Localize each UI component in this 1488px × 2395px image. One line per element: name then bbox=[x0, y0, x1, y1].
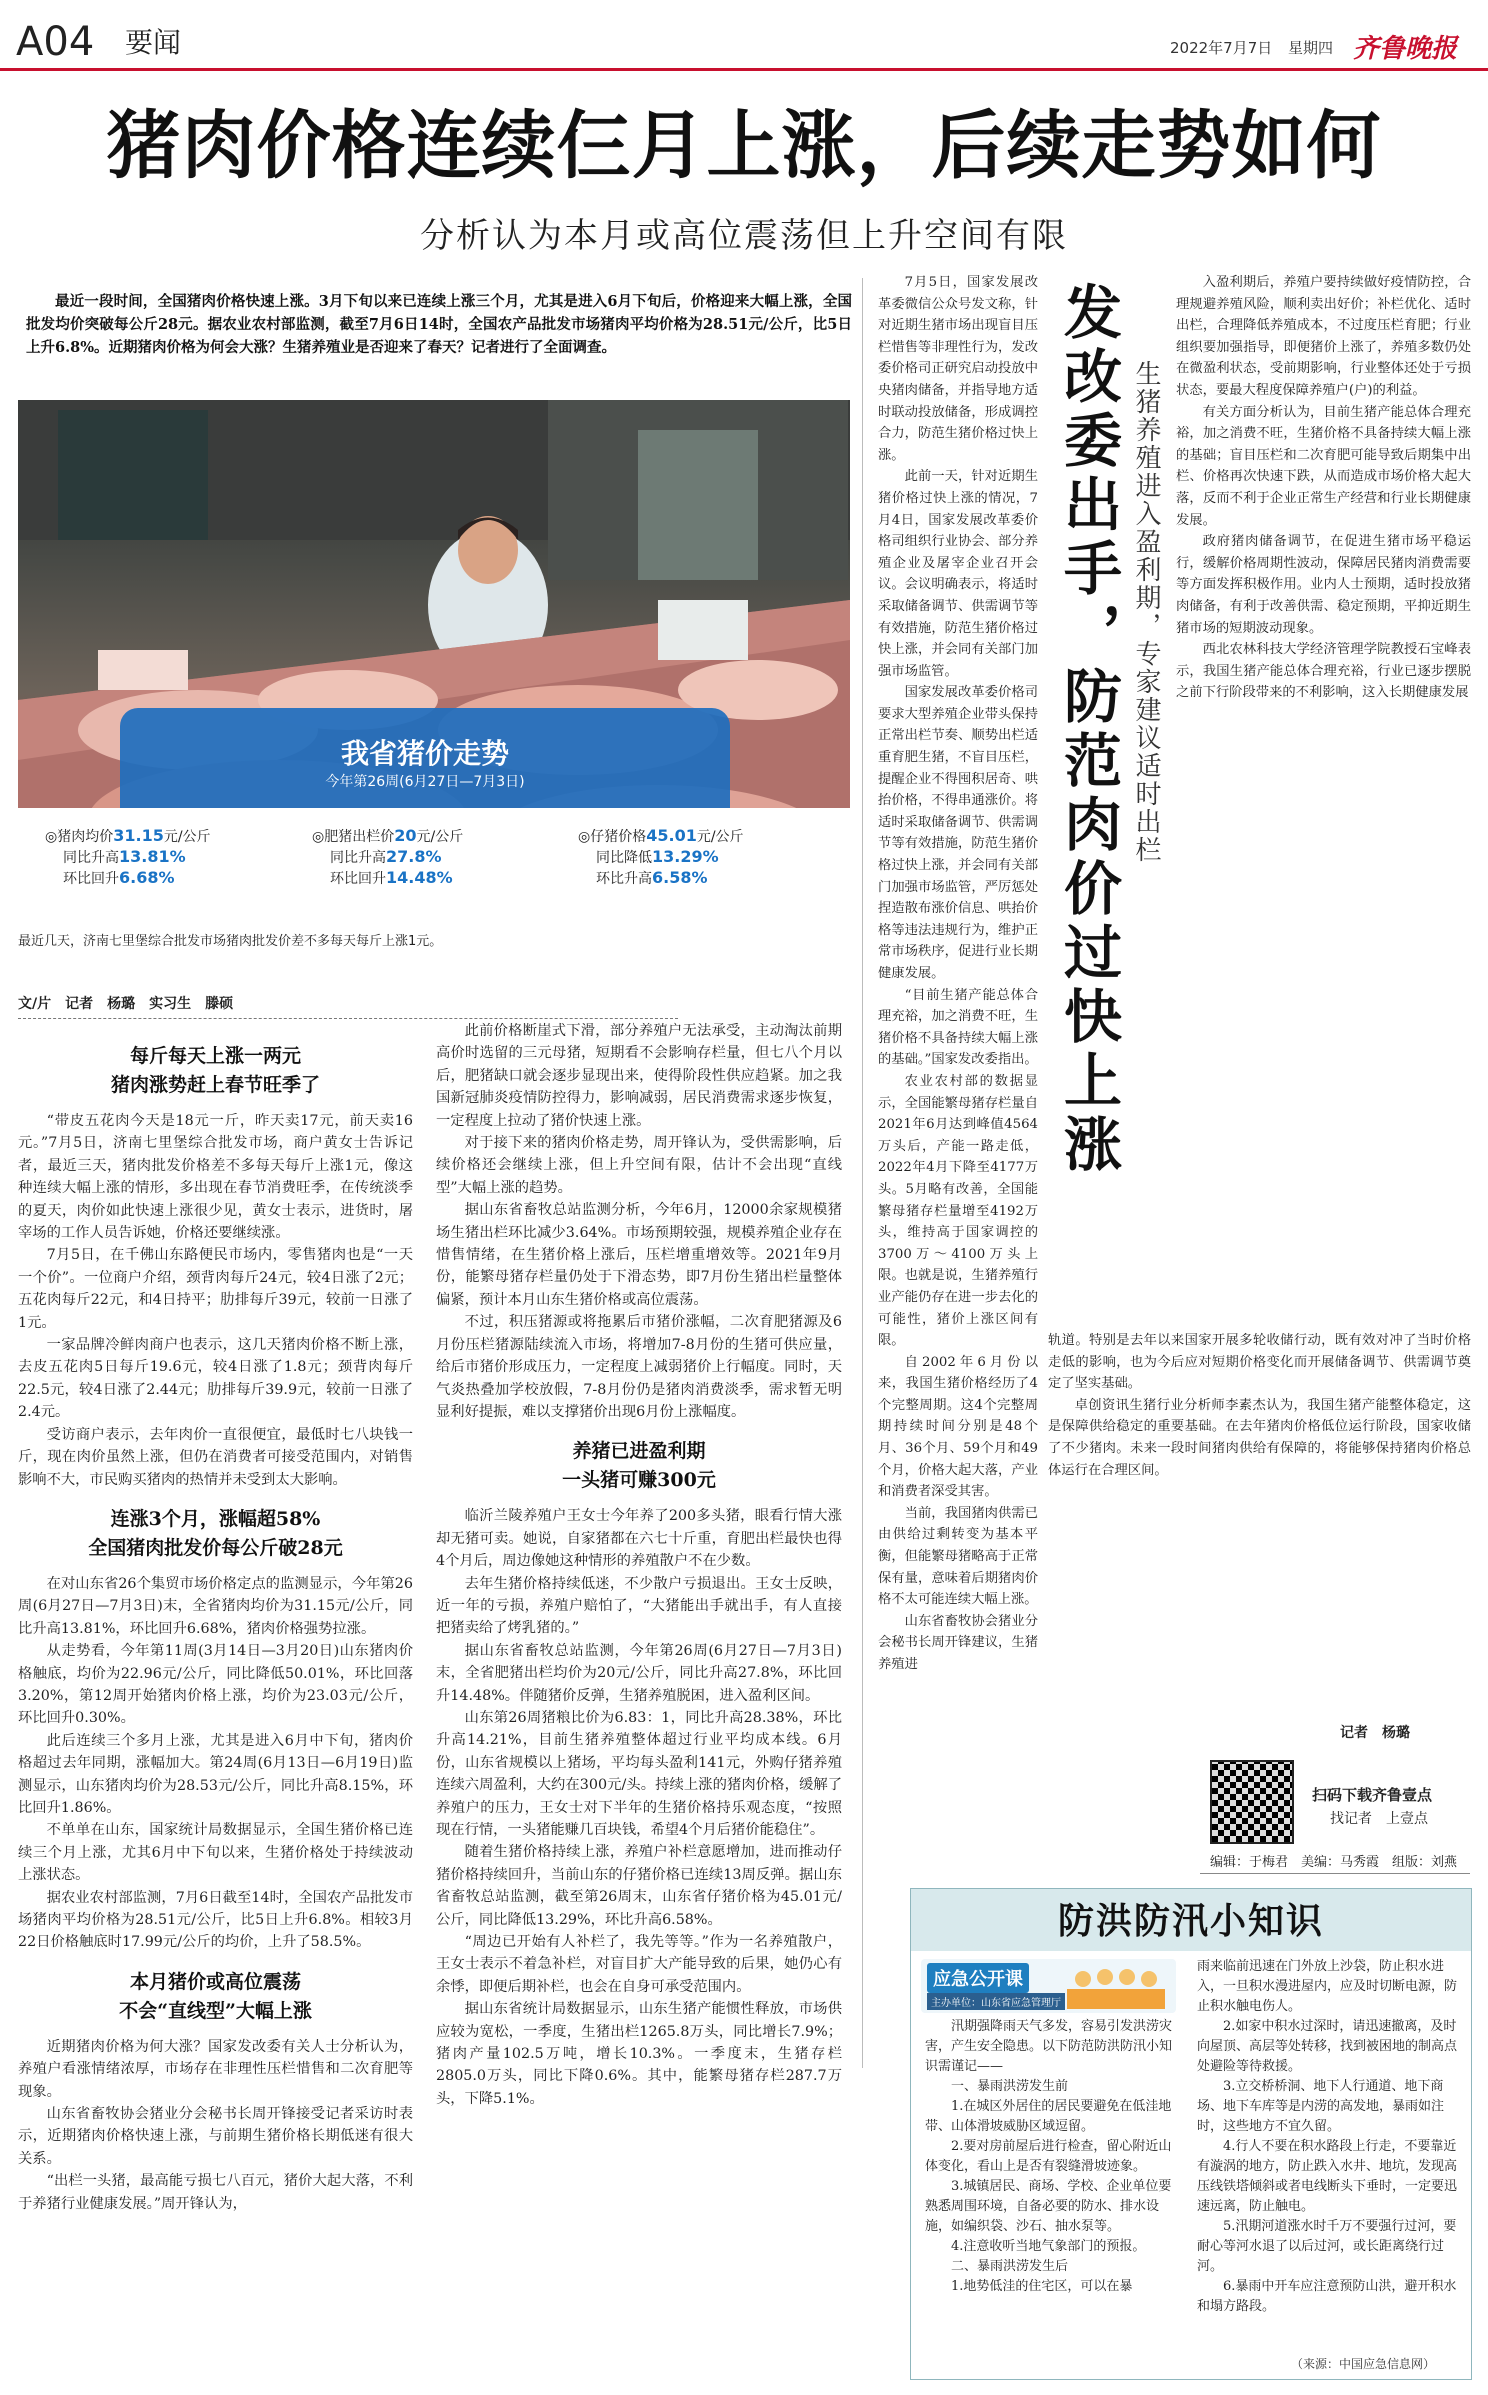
paragraph: “周边已开始有人补栏了，我先等等。”作为一名养殖散户，王女士表示不着急补栏，对盲目扩大产能导致的后果，她仍心有余悸，即便后期补栏，也会在自身可承受范围内。 bbox=[436, 1934, 842, 1995]
subhead-3-line-1: 本月猪价或高位震荡 bbox=[129, 1970, 301, 1993]
stat-label: 猪肉均价 bbox=[57, 829, 114, 845]
flood-badge-illustration bbox=[1061, 1961, 1171, 2011]
flood-text bbox=[1197, 1957, 1461, 2317]
stat-hog-price bbox=[312, 826, 552, 889]
paragraph: 据山东省畜牧总站监测分析，今年6月，12000余家规模猪场生猪出栏环比减少3.64%。市场预期较强，规模养殖企业存在惜售情绪，在生猪价格上涨后，压栏增重增效等。2021年9月份，能繁母猪存栏量仍处于下滑态势，即7月份生猪出栏量整体偏紧，预计本月山东生猪价格或高位震荡。 bbox=[436, 1202, 842, 1308]
stat-unit: 元/公斤 bbox=[416, 829, 464, 845]
sidebar-text bbox=[1048, 1330, 1471, 1481]
issue-date: 2022年7月7日 bbox=[1170, 39, 1273, 57]
subhead-2-line-1: 连涨3个月，涨幅超58% bbox=[110, 1507, 321, 1530]
stat-dot-icon: ◎ bbox=[578, 829, 591, 845]
credits-rule bbox=[1200, 1873, 1470, 1874]
photo-caption: 最近几天，济南七里堡综合批发市场猪肉批发价差不多每天每斤上涨1元。 bbox=[18, 934, 443, 949]
paragraph: 4.行人不要在积水路段上行走，不要靠近有漩涡的地方，防止跌入水井、地坑，发现高压线铁塔倾斜或者电线断头下垂时，一定要迅速远离，防止触电。 bbox=[1197, 2139, 1458, 2214]
paragraph: 5.汛期河道涨水时千万不要强行过河，要耐心等河水退了以后过河，或长距离绕行过河。 bbox=[1197, 2219, 1457, 2274]
paragraph: 对于接下来的猪肉价格走势，周开锋认为，受供需影响，后续价格还会继续上涨，但上升空间有限，估计不会出现“直线型”大幅上涨的趋势。 bbox=[436, 1135, 842, 1196]
stat-yoy: 13.29% bbox=[652, 847, 719, 866]
paper-logo: 齐鲁晚报 bbox=[1353, 34, 1458, 64]
stat-mom: 6.58% bbox=[652, 868, 708, 887]
subhead-2-line-2: 全国猪肉批发价每公斤破28元 bbox=[88, 1536, 343, 1559]
masthead bbox=[0, 0, 1488, 70]
issue-weekday: 星期四 bbox=[1288, 39, 1334, 57]
paragraph: 1.地势低洼的住宅区，可以在暴 bbox=[951, 2279, 1133, 2294]
stat-mom-label: 环比升高 bbox=[596, 871, 652, 887]
qr-note-line-1: 扫码下载齐鲁壹点 bbox=[1312, 1786, 1433, 1804]
column-2 bbox=[436, 1020, 842, 2388]
paragraph: 3.立交桥桥洞、地下人行通道、地下商场、地下车库等是内涝的高发地，暴雨如注时，这些地方不宜久留。 bbox=[1197, 2079, 1445, 2134]
sidebar-text bbox=[1176, 272, 1471, 704]
subhead-2 bbox=[18, 1505, 413, 1563]
paragraph: 一家品牌冷鲜肉商户也表示，这几天猪肉价格不断上涨，去皮五花肉5日每斤19.6元，较4日涨了1.8元；颈背肉每斤22.5元，较4日涨了2.44元；肋排每斤39.9元，较前一日涨了2.4元。 bbox=[18, 1337, 413, 1421]
flood-host: 主办单位：山东省应急管理厅 bbox=[927, 1993, 1065, 2010]
qr-code bbox=[1210, 1760, 1294, 1844]
paragraph: 据山东省统计局数据显示，山东生猪产能惯性释放，市场供应较为宽松，一季度，生猪出栏1265.8万头，同比增长7.9%；猪肉产量102.5万吨，增长10.3%。一季度末，生猪存栏2805.0万头，同比下降0.6%。其中，能繁母猪存栏287.7万头，下降5.1%。 bbox=[436, 2001, 842, 2107]
paragraph: 临沂兰陵养殖户王女士今年养了200多头猪，眼看行情大涨却无猪可卖。她说，自家猪都在六七十斤重，育肥出栏最快也得4个月后，周边像她这种情形的养殖散户不在少数。 bbox=[436, 1508, 842, 1570]
subhead-1-line-1: 每斤每天上涨一两元 bbox=[129, 1045, 301, 1067]
paragraph: 入盈利期后，养殖户要持续做好疫情防控，合理规避养殖风险，顺利卖出好价；补栏优化、适时出栏，合理降低养殖成本，不过度压栏育肥；行业组织要加强指导，即便猪价上涨了，养殖多数仍处在微盈利状态，受前期影响，行业整体还处于亏损状态，要最大程度保障养殖户(户)的利益。 bbox=[1176, 275, 1471, 398]
stat-mom-label: 环比回升 bbox=[330, 871, 386, 887]
sidebar-subheadline: 生猪养殖进入盈利期，专家建议适时出栏 bbox=[1131, 360, 1161, 864]
byline: 文/片 记者 杨璐 实习生 滕硕 bbox=[18, 996, 234, 1012]
paragraph: 一、暴雨洪涝发生前 bbox=[951, 2079, 1069, 2094]
paragraph: 不过，积压猪源或将拖累后市猪价涨幅，二次育肥猪源及6月份压栏猪源陆续流入市场，将增加7-8月份的生猪可供应量，给后市猪价形成压力，一定程度上减弱猪价上行幅度。同时，天气炎热叠加学校放假，7-8月份仍是猪肉消费淡季，需求暂无明显利好提振，难以支撑猪价出现6月份上涨幅度。 bbox=[436, 1314, 842, 1420]
paragraph: 此后连续三个多月上涨，尤其是进入6月中下旬，猪肉价格超过去年同期，涨幅加大。第24周(6月13日—6月19日)监测显示，山东猪肉均价为28.53元/公斤，同比升高8.15%，环比回升1.86%。 bbox=[18, 1732, 413, 1816]
stat-value: 45.01 bbox=[646, 826, 697, 845]
paragraph: 山东省畜牧协会猪业分会秘书长周开锋建议，生猪养殖进 bbox=[878, 1613, 1038, 1672]
column-1 bbox=[18, 1038, 413, 2388]
stat-value: 20 bbox=[394, 826, 417, 845]
stat-yoy: 13.81% bbox=[119, 847, 186, 866]
headline: 猪肉价格连续仨月上涨，后续走势如何 bbox=[106, 103, 1382, 189]
paragraph: 山东省畜牧协会猪业分会秘书长周开锋接受记者采访时表示，近期猪肉价格快速上涨，与前期生猪价格长期低迷有很大关系。 bbox=[18, 2106, 413, 2167]
stat-unit: 元/公斤 bbox=[163, 829, 211, 845]
paragraph: 在对山东省26个集贸市场价格定点的监测显示，今年第26周(6月27日—7月3日)末，全省猪肉均价为31.15元/公斤，同比升高13.81%，环比回升6.68%，猪肉价格强势拉涨。 bbox=[18, 1575, 413, 1637]
stat-label: 肥猪出栏价 bbox=[324, 829, 395, 845]
stat-piglet-price bbox=[578, 826, 818, 889]
stat-yoy-label: 同比升高 bbox=[63, 850, 119, 866]
subhead-1 bbox=[18, 1042, 413, 1100]
paragraph: 2.要对房前屋后进行检查，留心附近山体变化，看山上是否有裂缝滑坡迹象。 bbox=[925, 2139, 1172, 2174]
flood-box bbox=[910, 1888, 1472, 2380]
paragraph: 此前价格断崖式下滑，部分养殖户无法承受，主动淘汰前期高价时选留的三元母猪，短期看不会影响存栏量，但七八个月以后，肥猪缺口就会逐步显现出来，使得阶段性供应趋紧。加之我国新冠肺炎疫情防控得力，影响减弱，居民消费需求逐步恢复，一定程度上拉动了猪价快速上涨。 bbox=[436, 1023, 842, 1129]
stat-mom: 14.48% bbox=[386, 868, 453, 887]
paragraph: 3.城镇居民、商场、学校、企业单位要熟悉周围环境，自备必要的防水、排水设施，如编织袋、沙石、抽水泵等。 bbox=[925, 2179, 1172, 2234]
paragraph: 7月5日，国家发展改革委微信公众号发文称，针对近期生猪市场出现盲目压栏惜售等非理性行为，发改委价格司正研究启动投放中央猪肉储备，并指导地方适时联动投放储备，形成调控合力，防范生猪价格过快上涨。 bbox=[878, 275, 1038, 463]
paragraph: 山东第26周猪粮比价为6.83：1，同比升高28.38%，环比升高14.21%，目前生猪养殖整体超过行业平均成本线。6月份，山东省规模以上猪场，平均每头盈利141元，外购仔猪养殖连续六周盈利，大约在300元/头。持续上涨的猪肉价格，缓解了养殖户的压力，王女士对下半年的生猪价格持乐观态度，“按照现在行情，一头猪能赚几百块钱，希望4个月后猪价能稳住”。 bbox=[436, 1709, 842, 1838]
subheadline: 分析认为本月或高位震荡但上升空间有限 bbox=[420, 216, 1068, 256]
paragraph: 雨来临前迅速在门外放上沙袋，防止积水进入，一旦积水漫进屋内，应及时切断电源，防止积水触电伤人。 bbox=[1197, 1959, 1458, 2014]
paragraph: 6.暴雨中开车应注意预防山洪，避开积水和塌方路段。 bbox=[1197, 2279, 1457, 2314]
paragraph: 汛期强降雨天气多发，容易引发洪涝灾害，产生安全隐患。以下防范防洪防汛小知识需谨记—— bbox=[925, 2019, 1173, 2074]
stat-yoy-label: 同比升高 bbox=[330, 850, 386, 866]
flood-source: （来源：中国应急信息网） bbox=[1291, 2357, 1436, 2371]
stat-mom-label: 环比回升 bbox=[63, 871, 119, 887]
paragraph: “目前生猪产能总体合理充裕，加之消费不旺，生猪价格不具备持续大幅上涨的基础。”国家发改委指出。 bbox=[878, 987, 1038, 1068]
paragraph: 西北农林科技大学经济管理学院教授石宝峰表示，我国生猪产能总体合理充裕，行业已逐步摆脱之前下行阶段带来的不利影响，这入长期健康发展 bbox=[1176, 642, 1471, 701]
paragraph: 二、暴雨洪涝发生后 bbox=[951, 2259, 1069, 2274]
sidebar-continuation bbox=[1048, 1330, 1471, 1750]
paragraph: 受访商户表示，去年肉价一直很便宜，最低时七八块钱一斤，现在肉价虽然上涨，但仍在消费者可接受范围内，对销售影响不大，市民购买猪肉的热情并未受到太大影响。 bbox=[18, 1426, 413, 1488]
masthead-rule bbox=[0, 68, 1488, 71]
paragraph: “出栏一头猪，最高能亏损七八百元，猪价大起大落，不利于养猪行业健康发展。”周开锋认为， bbox=[18, 2173, 413, 2212]
paragraph: 政府猪肉储备调节，在促进生猪市场平稳运行，缓解价格周期性波动，保障居民猪肉消费需要等方面发挥积极作用。业内人士预期，适时投放猪肉储备，有利于改善供需、稳定预期，平抑近期生猪市场的短期波动现象。 bbox=[1176, 534, 1471, 636]
paragraph: 国家发展改革委价格司要求大型养殖企业带头保持正常出栏节奏、顺势出栏适重育肥生猪，不盲目压栏，提醒企业不得囤积居奇、哄抬价格，不得串通涨价。将适时采取储备调节、供需调节等有效措施，防范生猪价格过快上涨，并会同有关部门加强市场监管，严厉惩处捏造散布涨价信息、哄抬价格等违法违规行为，维护正常市场秩序，促进行业长期健康发展。 bbox=[878, 685, 1038, 981]
stat-label: 仔猪价格 bbox=[590, 829, 647, 845]
subhead-3-line-2: 不会“直线型”大幅上涨 bbox=[119, 1999, 312, 2022]
subhead-4-line-1: 养猪已进盈利期 bbox=[572, 1440, 706, 1463]
paragraph: 4.注意收听当地气象部门的预报。 bbox=[951, 2239, 1146, 2254]
paragraph: 7月5日，在千佛山东路便民市场内，零售猪肉也是“一天一个价”。一位商户介绍，颈背肉每斤24元，较4日涨了2元；五花肉每斤22元，和4日持平；肋排每斤39元，较前一日涨了1元。 bbox=[18, 1247, 413, 1331]
subhead-4-line-2: 一头猪可赚300元 bbox=[562, 1469, 716, 1492]
stat-mom: 6.68% bbox=[119, 868, 175, 887]
paragraph: 农业农村部的数据显示，全国能繁母猪存栏量自2021年6月达到峰值4564万头后，产能一路走低，2022年4月下降至4177万头。5月略有改善，全国能繁母猪存栏量增至4192万头，维持高于国家调控的3700万～4100万头上限。也就是说，生猪养殖行业产能仍存在进一步去化的可能性，猪价上涨区间有限。 bbox=[878, 1073, 1038, 1349]
rescue-team-icon bbox=[1061, 1961, 1171, 2011]
page-number: A04 bbox=[16, 19, 95, 65]
qr-note-line-2: 找记者 上壹点 bbox=[1330, 1811, 1428, 1827]
stat-dot-icon: ◎ bbox=[312, 829, 325, 845]
paragraph: 不单单在山东，国家统计局数据显示，全国生猪价格已连续三个月上涨，尤其6月中下旬以来，生猪价格处于持续波动上涨状态。 bbox=[18, 1822, 413, 1884]
paragraph: 2.如家中积水过深时，请迅速撤离，及时向屋顶、高层等处转移，找到被困地的制高点处避险等待救援。 bbox=[1197, 2019, 1458, 2074]
stat-dot-icon: ◎ bbox=[45, 829, 58, 845]
paragraph: 去年生猪价格持续低迷，不少散户亏损退出。王女士反映，近一年的亏损，养殖户赔怕了，“大猪能出手就出手，有人直接把猪卖给了烤乳猪的。” bbox=[436, 1575, 842, 1637]
infobox-title: 我省猪价走势 bbox=[340, 737, 509, 770]
stat-value: 31.15 bbox=[113, 826, 164, 845]
flood-column-right bbox=[1197, 1957, 1461, 2357]
flood-title: 防洪防汛小知识 bbox=[1057, 1900, 1324, 1942]
paragraph: 当前，我国猪肉供需已由供给过剩转变为基本平衡，但能繁母猪略高于正常保有量，意味着后期猪肉价格不太可能连续大幅上涨。 bbox=[878, 1505, 1038, 1608]
paragraph: 自2002年6月份以来，我国生猪价格经历了4个完整周期。这4个完整周期持续时间分别是48个月、36个月、59个月和49个月，价格大起大落，产业和消费者深受其害。 bbox=[878, 1354, 1038, 1500]
flood-text bbox=[925, 2017, 1183, 2297]
paragraph: 据山东省畜牧总站监测，今年第26周(6月27日—7月3日)末，全省肥猪出栏均价为20元/公斤，同比升高27.8%，环比回升14.48%。伴随猪价反弹，生猪养殖脱困，进入盈利区间。 bbox=[436, 1642, 842, 1704]
stat-pork-avg bbox=[45, 826, 285, 889]
paragraph: 此前一天，针对近期生猪价格过快上涨的情况，7月4日，国家发展改革委价格司组织行业协会、部分养殖企业及屠宰企业召开会议。会议明确表示，将适时采取储备调节、供需调节等有效措施，防范生猪价格过快上涨，并会同有关部门加强市场监管。 bbox=[878, 469, 1038, 679]
sidebar-reporter: 记者 杨璐 bbox=[1340, 1725, 1410, 1741]
sidebar-text bbox=[878, 272, 1038, 1676]
subhead-3 bbox=[18, 1968, 413, 2026]
stat-yoy-label: 同比降低 bbox=[596, 850, 652, 866]
paragraph: 随着生猪价格持续上涨，养殖户补栏意愿增加，进而推动仔猪价格持续回升，当前山东的仔猪价格已连续13周反弹。据山东省畜牧总站监测，截至第26周末，山东省仔猪价格为45.01元/公斤，同比降低13.29%，环比升高6.58%。 bbox=[436, 1844, 842, 1928]
stat-unit: 元/公斤 bbox=[696, 829, 744, 845]
paragraph: 卓创资讯生猪行业分析师李素杰认为，我国生猪产能整体稳定，这是保障供给稳定的重要基础。在去年猪肉价格低位运行阶段，国家收储了不少猪肉。未来一段时间猪肉供给有保障的，将能够保持猪肉价格总体运行在合理区间。 bbox=[1048, 1397, 1471, 1478]
sidebar-left-column bbox=[878, 272, 1038, 1812]
sidebar-right-column bbox=[1176, 272, 1471, 1332]
paragraph: 近期猪肉价格为何大涨？国家发改委有关人士分析认为，养殖户看涨情绪浓厚，市场存在非理性压栏惜售和二次育肥等现象。 bbox=[18, 2038, 413, 2100]
subhead-1-line-2: 猪肉涨势赶上春节旺季了 bbox=[110, 1074, 320, 1096]
sidebar-rule bbox=[862, 278, 863, 2068]
infobox-period: 今年第26周(6月27日—7月3日) bbox=[325, 774, 525, 790]
paragraph: 1.在城区外居住的居民要避免在低洼地带、山体滑坡威胁区域逗留。 bbox=[925, 2099, 1172, 2134]
subhead-4 bbox=[436, 1437, 842, 1495]
paragraph: “带皮五花肉今天是18元一斤，昨天卖17元，前天卖16元。”7月5日，济南七里堡综合批发市场，商户黄女士告诉记者，最近三天，猪肉批发价格差不多每天每斤上涨1元，像这种连续大幅上涨的情形，多出现在春节消费旺季，在传统淡季的夏天，肉价如此快速上涨很少见，黄女士表示，进货时，屠宰场的工作人员告诉她，价格还要继续涨。 bbox=[18, 1113, 413, 1242]
section-name: 要闻 bbox=[125, 26, 182, 59]
flood-badge: 应急公开课 bbox=[927, 1963, 1029, 1993]
paragraph: 轨道。特别是去年以来国家开展多轮收储行动，既有效对冲了当时价格走低的影响，也为今后应对短期价格变化而开展储备调节、供需调节奠定了坚实基础。 bbox=[1048, 1333, 1471, 1392]
editor-credits: 编辑：于梅君 美编：马秀霞 组版：刘燕 bbox=[1210, 1855, 1458, 1870]
sidebar-headline: 发改委出手，防范肉价过快上涨 bbox=[1054, 282, 1122, 1178]
byline-rule bbox=[18, 1018, 678, 1019]
paragraph: 从走势看，今年第11周(3月14日—3月20日)山东猪肉价格触底，均价为22.96元/公斤，同比降低50.01%，环比回落3.20%，第12周开始猪肉价格上涨，均价为23.03元/公斤，环比回升0.30%。 bbox=[18, 1643, 413, 1727]
paragraph: 有关方面分析认为，目前生猪产能总体合理充裕，加之消费不旺，生猪价格不具备持续大幅上涨的基础；盲目压栏和二次育肥可能导致后期集中出栏、价格再次快速下跌，从而造成市场价格大起大落，反而不利于企业正常生产经营和行业长期健康发展。 bbox=[1176, 404, 1471, 528]
stat-yoy: 27.8% bbox=[386, 847, 442, 866]
paragraph: 据农业农村部监测，7月6日截至14时，全国农产品批发市场猪肉平均价格为28.51元/公斤，比5日上升6.8%。相较3月22日价格触底时17.99元/公斤的均价，上升了58.5%。 bbox=[18, 1889, 413, 1951]
flood-column-left bbox=[925, 2017, 1183, 2377]
lead-paragraph: 最近一段时间，全国猪肉价格快速上涨。3月下旬以来已连续上涨三个月，尤其是进入6月下旬后，价格迎来大幅上涨，全国批发均价突破每公斤28元。据农业农村部监测，截至7月6日14时，全国农产品批发市场猪肉平均价格为28.51元/公斤，比5日上升6.8%。近期猪肉价格为何会大涨？生猪养殖业是否迎来了春天？记者进行了全面调查。 bbox=[26, 293, 852, 356]
